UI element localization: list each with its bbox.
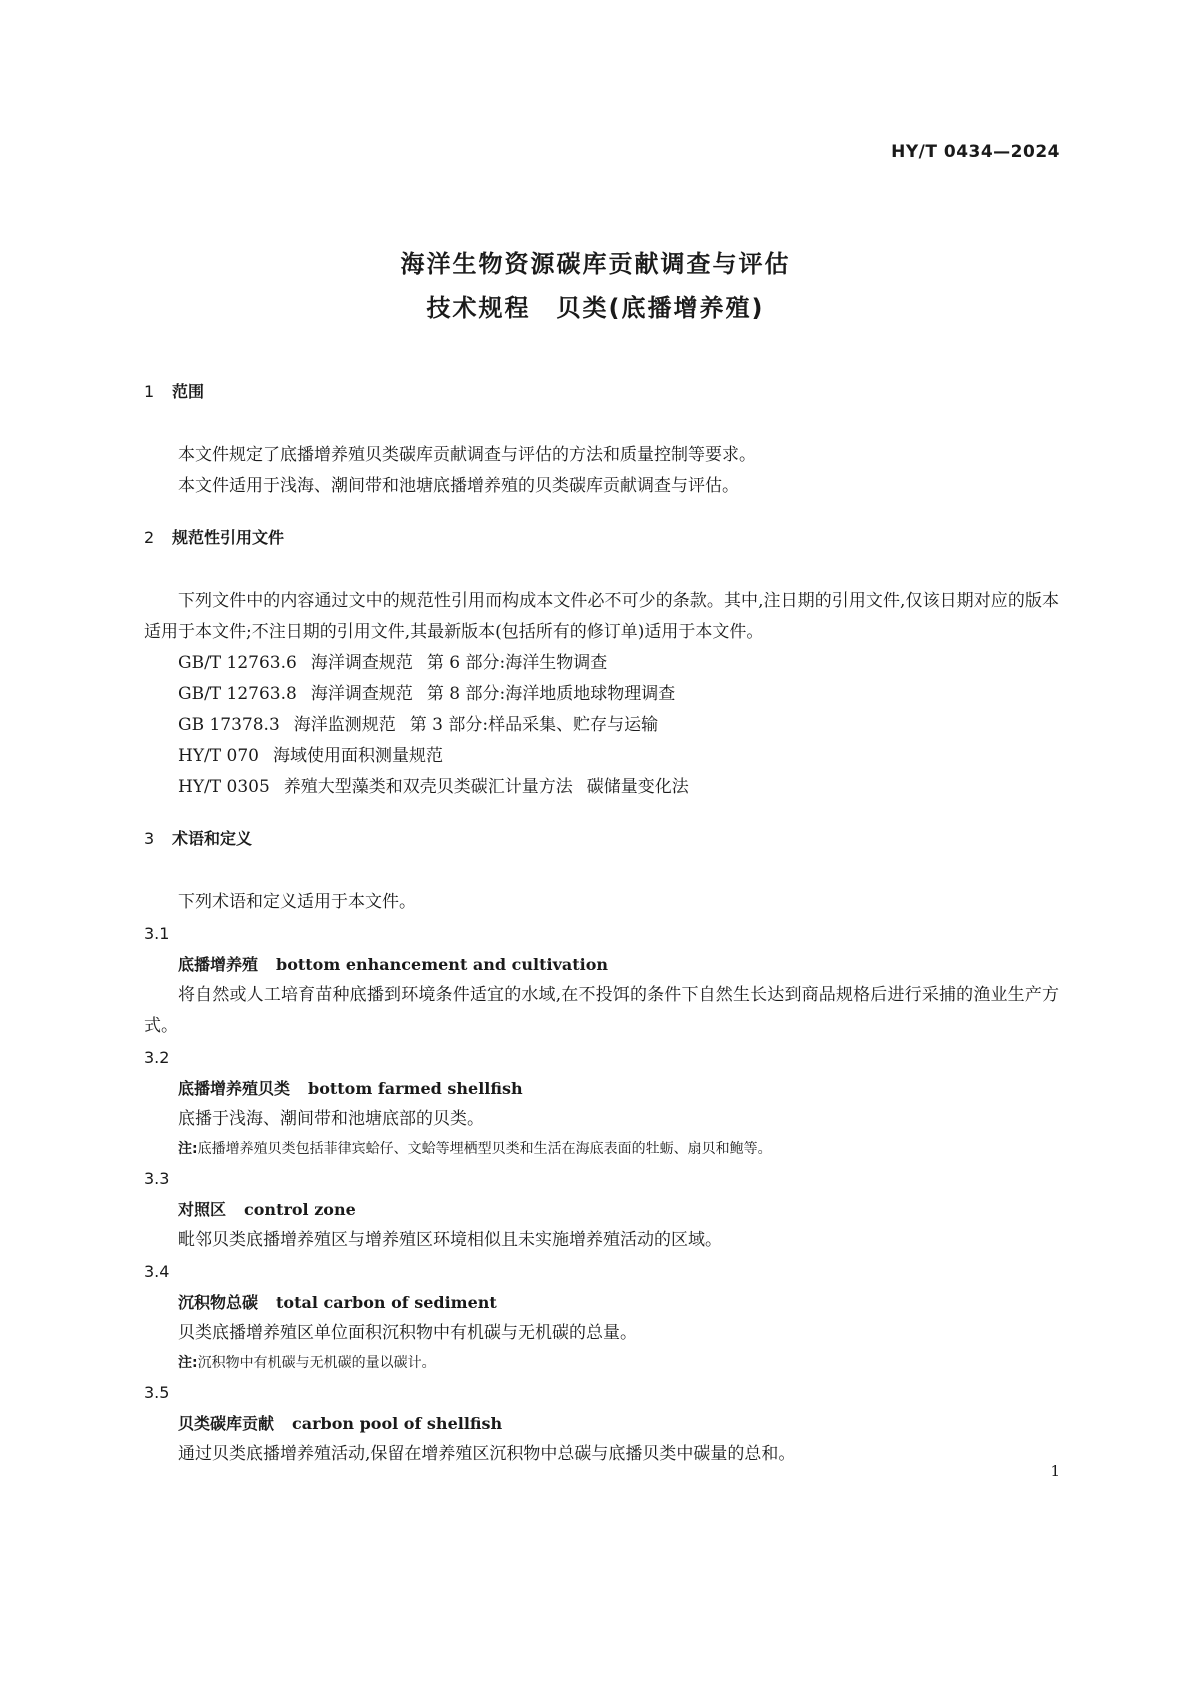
reference-part: 碳储量变化法 — [586, 777, 689, 797]
paragraph: 下列术语和定义适用于本文件。 — [178, 892, 416, 912]
reference-code: GB/T 12763.6 — [178, 653, 297, 673]
term-en: control zone — [244, 1200, 356, 1219]
reference-code: HY/T 0305 — [178, 777, 270, 797]
section-heading-scope — [144, 380, 1059, 404]
term-entry — [178, 1287, 1059, 1318]
reference-part: 第 6 部分:海洋生物调查 — [426, 653, 608, 673]
reference-code: GB 17378.3 — [178, 715, 280, 735]
section-heading-terms-definitions — [144, 827, 1059, 851]
reference-title: 海域使用面积测量规范 — [272, 746, 443, 766]
term-entry — [178, 1194, 1059, 1225]
reference-item — [178, 679, 1059, 710]
clause-number: 3.3 — [144, 1169, 170, 1188]
section-number: 2 — [144, 528, 155, 547]
note-text: 沉积物中有机碳与无机碳的量以碳计。 — [197, 1355, 436, 1371]
reference-title: 海洋调查规范 — [310, 653, 413, 673]
page-number: 1 — [1050, 1462, 1060, 1480]
clause-number: 3.5 — [144, 1383, 170, 1402]
term-entry — [178, 1073, 1059, 1104]
clause-number: 3.1 — [144, 924, 170, 943]
reference-code: GB/T 12763.8 — [178, 684, 297, 704]
reference-title: 养殖大型藻类和双壳贝类碳汇计量方法 — [283, 777, 573, 797]
term-definition: 毗邻贝类底播增养殖区与增养殖区环境相似且未实施增养殖活动的区域。 — [178, 1230, 722, 1250]
reference-item — [178, 710, 1059, 741]
clause-number: 3.4 — [144, 1262, 170, 1281]
standard-code: HY/T 0434—2024 — [891, 142, 1060, 162]
term-note — [178, 1349, 1059, 1377]
term-zh: 底播增养殖 — [178, 955, 259, 974]
term-en: bottom farmed shellfish — [308, 1079, 523, 1098]
term-en: carbon pool of shellfish — [292, 1414, 503, 1433]
reference-item — [178, 648, 1059, 679]
term-zh: 底播增养殖贝类 — [178, 1079, 291, 1098]
term-definition: 贝类底播增养殖区单位面积沉积物中有机碳与无机碳的总量。 — [178, 1323, 637, 1343]
clause-number: 3.2 — [144, 1048, 170, 1067]
section-number: 1 — [144, 382, 155, 401]
section-heading-normative-references — [144, 526, 1059, 550]
section-title: 规范性引用文件 — [172, 528, 285, 547]
term-en: bottom enhancement and cultivation — [276, 955, 609, 974]
paragraph: 本文件规定了底播增养殖贝类碳库贡献调查与评估的方法和质量控制等要求。 — [178, 445, 756, 465]
section-title: 范围 — [172, 382, 205, 401]
document-body — [144, 380, 1059, 1470]
reference-item — [178, 741, 1059, 772]
term-entry — [178, 949, 1059, 980]
paragraph: 本文件适用于浅海、潮间带和池塘底播增养殖的贝类碳库贡献调查与评估。 — [178, 476, 739, 496]
document-title-line-1: 海洋生物资源碳库贡献调查与评估 — [400, 250, 791, 278]
term-zh: 沉积物总碳 — [178, 1293, 259, 1312]
document-title-line-2: 技术规程 贝类(底播增养殖) — [426, 294, 765, 322]
reference-code: HY/T 070 — [178, 746, 259, 766]
term-definition: 通过贝类底播增养殖活动,保留在增养殖区沉积物中总碳与底播贝类中碳量的总和。 — [178, 1444, 796, 1464]
section-number: 3 — [144, 829, 155, 848]
paragraph: 下列文件中的内容通过文中的规范性引用而构成本文件必不可少的条款。其中,注日期的引用文件,仅该日期对应的版本适用于本文件;不注日期的引用文件,其最新版本(包括所有的修订单)适用于本文件。 — [144, 591, 1059, 642]
term-note — [178, 1135, 1059, 1163]
reference-title: 海洋调查规范 — [310, 684, 413, 704]
reference-item — [178, 772, 1059, 803]
term-entry — [178, 1408, 1059, 1439]
term-zh: 贝类碳库贡献 — [178, 1414, 275, 1433]
section-title: 术语和定义 — [172, 829, 253, 848]
reference-title: 海洋监测规范 — [293, 715, 396, 735]
reference-part: 第 8 部分:海洋地质地球物理调查 — [426, 684, 676, 704]
term-definition: 将自然或人工培育苗种底播到环境条件适宜的水域,在不投饵的条件下自然生长达到商品规格后进行采捕的渔业生产方式。 — [144, 985, 1059, 1036]
reference-part: 第 3 部分:样品采集、贮存与运输 — [409, 715, 659, 735]
term-en: total carbon of sediment — [276, 1293, 497, 1312]
term-definition: 底播于浅海、潮间带和池塘底部的贝类。 — [178, 1109, 484, 1129]
term-zh: 对照区 — [178, 1200, 227, 1219]
note-text: 底播增养殖贝类包括菲律宾蛤仔、文蛤等埋栖型贝类和生活在海底表面的牡蛎、扇贝和鲍等。 — [197, 1141, 772, 1157]
note-label: 注: — [178, 1141, 198, 1157]
note-label: 注: — [178, 1355, 198, 1371]
